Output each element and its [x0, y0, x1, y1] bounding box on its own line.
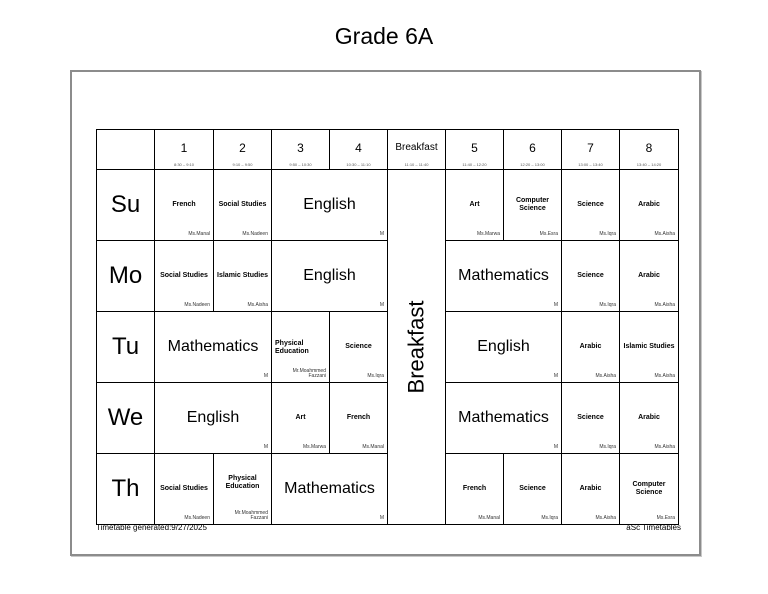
lesson-card[interactable]: [272, 170, 388, 241]
lesson-teacher: Ms.Manal: [188, 231, 210, 237]
lesson-card[interactable]: [620, 383, 679, 454]
lesson-teacher: M: [263, 373, 268, 379]
period-time: 8:30 – 9:10: [173, 162, 195, 167]
lesson-subject: Computer Science: [632, 481, 666, 496]
period-header: [562, 130, 620, 170]
lesson-teacher: Ms.Aisha: [654, 444, 675, 450]
lesson-teacher: Ms.Manal: [478, 515, 500, 521]
lesson-card[interactable]: [562, 170, 620, 241]
lesson-teacher: Ms.Iqra: [367, 373, 384, 379]
breakfast-block: [388, 170, 446, 525]
lesson-teacher: M: [379, 231, 384, 237]
timetable-grid: [96, 129, 679, 525]
lesson-teacher: M: [553, 373, 558, 379]
lesson-subject: English: [303, 196, 356, 213]
day-label: Tu: [97, 312, 155, 383]
lesson-card[interactable]: [272, 383, 330, 454]
lesson-teacher: Ms.Iqra: [599, 302, 616, 308]
lesson-card[interactable]: [446, 241, 562, 312]
lesson-card[interactable]: [330, 312, 388, 383]
lesson-teacher: Mr.Moahmmed Fazzani: [234, 510, 268, 521]
lesson-subject: Science: [577, 201, 604, 208]
lesson-card[interactable]: [446, 312, 562, 383]
lesson-teacher: Ms.Iqra: [599, 231, 616, 237]
lesson-subject: Mathematics: [458, 267, 549, 284]
period-label: Breakfast: [395, 142, 438, 153]
lesson-teacher: M: [379, 302, 384, 308]
lesson-subject: Islamic Studies: [217, 272, 268, 279]
period-time: 12:20 – 13:00: [520, 162, 545, 167]
break-header: [388, 130, 446, 170]
lesson-subject: Mathematics: [458, 409, 549, 426]
lesson-card[interactable]: [155, 383, 272, 454]
day-label: Mo: [97, 241, 155, 312]
lesson-subject: Physical Education: [275, 340, 309, 355]
lesson-card[interactable]: [446, 454, 504, 525]
lesson-teacher: Ms.Nadeen: [242, 231, 268, 237]
lesson-teacher: Ms.Aisha: [595, 515, 616, 521]
lesson-card[interactable]: [155, 454, 214, 525]
lesson-subject: Arabic: [638, 201, 660, 208]
lesson-subject: Science: [577, 414, 604, 421]
lesson-subject: English: [186, 409, 240, 426]
lesson-teacher: Ms.Esra: [539, 231, 558, 237]
lesson-card[interactable]: [214, 241, 272, 312]
lesson-card[interactable]: [214, 454, 272, 525]
lesson-card[interactable]: [155, 241, 214, 312]
lesson-subject: Arabic: [638, 272, 660, 279]
lesson-teacher: Ms.Aisha: [595, 373, 616, 379]
period-header: [214, 130, 272, 170]
lesson-card[interactable]: [562, 383, 620, 454]
lesson-teacher: M: [379, 515, 384, 521]
lesson-card[interactable]: [620, 312, 679, 383]
lesson-card[interactable]: [562, 454, 620, 525]
day-label: Th: [97, 454, 155, 525]
period-time: 13:00 – 13:40: [578, 162, 603, 167]
lesson-teacher: Ms.Nadeen: [184, 302, 210, 308]
period-label: 7: [587, 141, 594, 155]
lesson-teacher: Ms.Iqra: [541, 515, 558, 521]
lesson-card[interactable]: [562, 241, 620, 312]
lesson-subject: French: [346, 414, 371, 421]
lesson-subject: Islamic Studies: [623, 343, 675, 350]
lesson-teacher: Ms.Nadeen: [184, 515, 210, 521]
lesson-subject: French: [462, 485, 487, 492]
period-time: 11:40 – 12:20: [462, 162, 487, 167]
period-label: 1: [180, 141, 188, 155]
lesson-subject: English: [477, 338, 530, 355]
lesson-teacher: Ms.Iqra: [599, 444, 616, 450]
lesson-card[interactable]: [504, 170, 562, 241]
lesson-subject: Social Studies: [160, 485, 208, 492]
lesson-card[interactable]: [562, 312, 620, 383]
lesson-card[interactable]: [272, 312, 330, 383]
period-header: [330, 130, 388, 170]
lesson-subject: Science: [519, 485, 546, 492]
lesson-subject: Mathematics: [167, 338, 259, 355]
lesson-teacher: Ms.Aisha: [247, 302, 268, 308]
timetable-title: Grade 6A: [334, 23, 434, 49]
lesson-subject: Art: [469, 201, 480, 208]
lesson-teacher: M: [553, 444, 558, 450]
lesson-card[interactable]: [620, 170, 679, 241]
lesson-card[interactable]: [272, 241, 388, 312]
period-label: 8: [645, 141, 653, 155]
period-header: [504, 130, 562, 170]
lesson-card[interactable]: [155, 170, 214, 241]
period-header: [155, 130, 214, 170]
lesson-card[interactable]: [446, 383, 562, 454]
period-label: 5: [471, 141, 478, 155]
breakfast-label: Breakfast: [403, 300, 429, 394]
day-label: We: [97, 383, 155, 454]
lesson-card[interactable]: [504, 454, 562, 525]
corner-cell: [97, 130, 155, 170]
lesson-teacher: M: [553, 302, 558, 308]
lesson-teacher: Ms.Marwa: [476, 231, 500, 237]
period-time: 9:10 – 9:50: [232, 162, 253, 167]
lesson-subject: Science: [345, 343, 372, 350]
lesson-teacher: Ms.Marwa: [302, 444, 326, 450]
lesson-teacher: Ms.Aisha: [654, 231, 675, 237]
brand-footer: aSc Timetables: [626, 523, 681, 532]
lesson-subject: Social Studies: [218, 201, 267, 208]
lesson-subject: Art: [295, 414, 306, 421]
lesson-subject: Arabic: [579, 485, 602, 492]
lesson-subject: Social Studies: [160, 272, 208, 279]
lesson-teacher: M: [263, 444, 268, 450]
lesson-card[interactable]: [620, 454, 679, 525]
generated-date: Timetable generated:9/27/2025: [96, 523, 207, 532]
lesson-subject: Physical Education: [225, 475, 260, 490]
lesson-teacher: Ms.Manal: [362, 444, 384, 450]
lesson-teacher: Ms.Aisha: [654, 373, 675, 379]
lesson-subject: Computer Science: [515, 197, 550, 212]
lesson-subject: English: [303, 267, 356, 284]
lesson-subject: Arabic: [638, 414, 660, 421]
period-header: [620, 130, 679, 170]
lesson-subject: Science: [577, 272, 604, 279]
lesson-card[interactable]: [155, 312, 272, 383]
period-label: 2: [239, 141, 246, 155]
lesson-card[interactable]: [446, 170, 504, 241]
period-time: 11:10 – 11:40: [404, 162, 429, 167]
lesson-subject: Arabic: [579, 343, 602, 350]
day-label: Su: [97, 170, 155, 241]
lesson-subject: Mathematics: [284, 480, 375, 497]
lesson-card[interactable]: [272, 454, 388, 525]
lesson-card[interactable]: [214, 170, 272, 241]
period-label: 3: [297, 141, 304, 155]
lesson-subject: French: [172, 201, 196, 208]
lesson-card[interactable]: [620, 241, 679, 312]
period-header: [272, 130, 330, 170]
period-time: 13:40 – 14:20: [636, 162, 662, 167]
period-time: 9:50 – 10:30: [289, 162, 312, 167]
lesson-teacher: Ms.Esra: [656, 515, 675, 521]
lesson-card[interactable]: [330, 383, 388, 454]
period-time: 10:30 – 11:10: [346, 162, 371, 167]
period-header: [446, 130, 504, 170]
period-label: 4: [355, 141, 362, 155]
lesson-teacher: Mr.Moahmmed Fazzani: [292, 368, 326, 379]
period-label: 6: [529, 141, 536, 155]
lesson-teacher: Ms.Aisha: [654, 302, 675, 308]
